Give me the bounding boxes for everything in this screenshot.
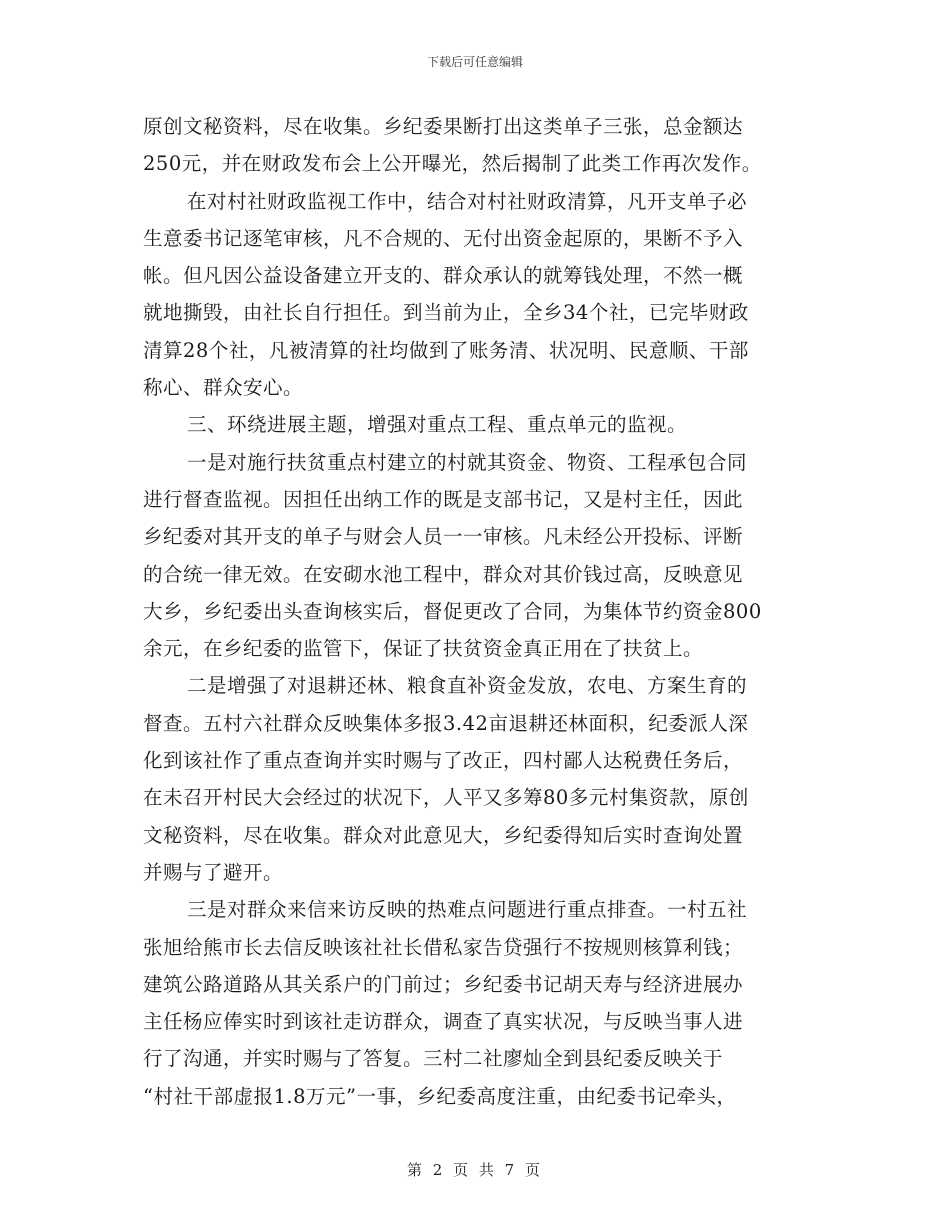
document-body (143, 108, 815, 1115)
text-line: 一是对施行扶贫重点村建立的村就其资金、物资、工程承包合同 (187, 450, 748, 474)
text-line: 就地撕毁，由社长自行担任。到当前为止，全乡34个社，已完毕财政 (143, 301, 749, 325)
text-line: 建筑公路道路从其关系户的门前过；乡纪委书记胡天寿与经济进展办 (143, 972, 744, 996)
text-line: 称心、群众安心。 (143, 376, 304, 400)
page-header: 下载后可任意编辑 (426, 55, 523, 69)
text-line: 二是增强了对退耕还林、粮食直补资金发放，农电、方案生育的 (187, 674, 748, 698)
text-line: 文秘资料，尽在收集。群众对此意见大，乡纪委得知后实时查询处置 (143, 823, 744, 847)
text-line: 三、环绕进展主题，增强对重点工程、重点单元的监视。 (187, 413, 688, 437)
text-line: 在对村社财政监视工作中，结合对村社财政清算，凡开支单子必 (187, 189, 748, 213)
page-footer: 第 2 页 共 7 页 (407, 1161, 543, 1179)
text-line: 进行督查监视。因担任出纳工作的既是支部书记，又是村主任，因此 (143, 487, 744, 511)
text-line: 余元，在乡纪委的监管下，保证了扶贫资金真正用在了扶贫上。 (143, 637, 704, 661)
text-line: 并赐与了避开。 (143, 860, 284, 884)
text-line: 化到该社作了重点查询并实时赐与了改正，四村鄙人达税费任务后， (143, 749, 744, 773)
text-line: 主任杨应俸实时到该社走访群众，调查了真实状况，与反映当事人进 (143, 1010, 744, 1034)
text-line: 生意委书记逐笔审核，凡不合规的、无付出资金起原的，果断不予入 (143, 226, 744, 250)
text-line: 三是对群众来信来访反映的热难点问题进行重点排查。一村五社 (187, 898, 748, 922)
text-line: 乡纪委对其开支的单子与财会人员一一审核。凡未经公开投标、评断 (143, 525, 744, 549)
text-line: 原创文秘资料，尽在收集。乡纪委果断打出这类单子三张，总金额达 (143, 115, 744, 138)
text-line: 在未召开村民大会经过的状况下，人平又多筹80多元村集资款，原创 (143, 786, 749, 810)
text-line: 督查。五村六社群众反映集体多报3.42亩退耕还林面积，纪委派人深 (143, 711, 749, 735)
text-line: 清算28个社，凡被清算的社均做到了账务清、状况明、民意顺、干部 (143, 338, 749, 362)
text-line: 250元，并在财政发布会上公开曝光，然后揭制了此类工作再次发作。 (143, 152, 762, 176)
text-line: 的合统一律无效。在安砌水池工程中，群众对其价钱过高，反映意见 (143, 562, 744, 586)
text-line: 大乡，乡纪委出头查询核实后，督促更改了合同，为集体节约资金800 (143, 599, 762, 623)
text-line: 帐。但凡因公益设备建立开支的、群众承认的就筹钱处理，不然一概 (143, 264, 744, 288)
text-line: 行了沟通，并实时赐与了答复。三村二社廖灿全到县纪委反映关于 (143, 1047, 724, 1071)
text-line: 张旭给熊市长去信反映该社社长借私家告贷强行不按规则核算利钱； (143, 935, 744, 959)
text-line: “村社干部虚报1.8万元”一事，乡纪委高度注重，由纪委书记牵头， (143, 1084, 737, 1108)
